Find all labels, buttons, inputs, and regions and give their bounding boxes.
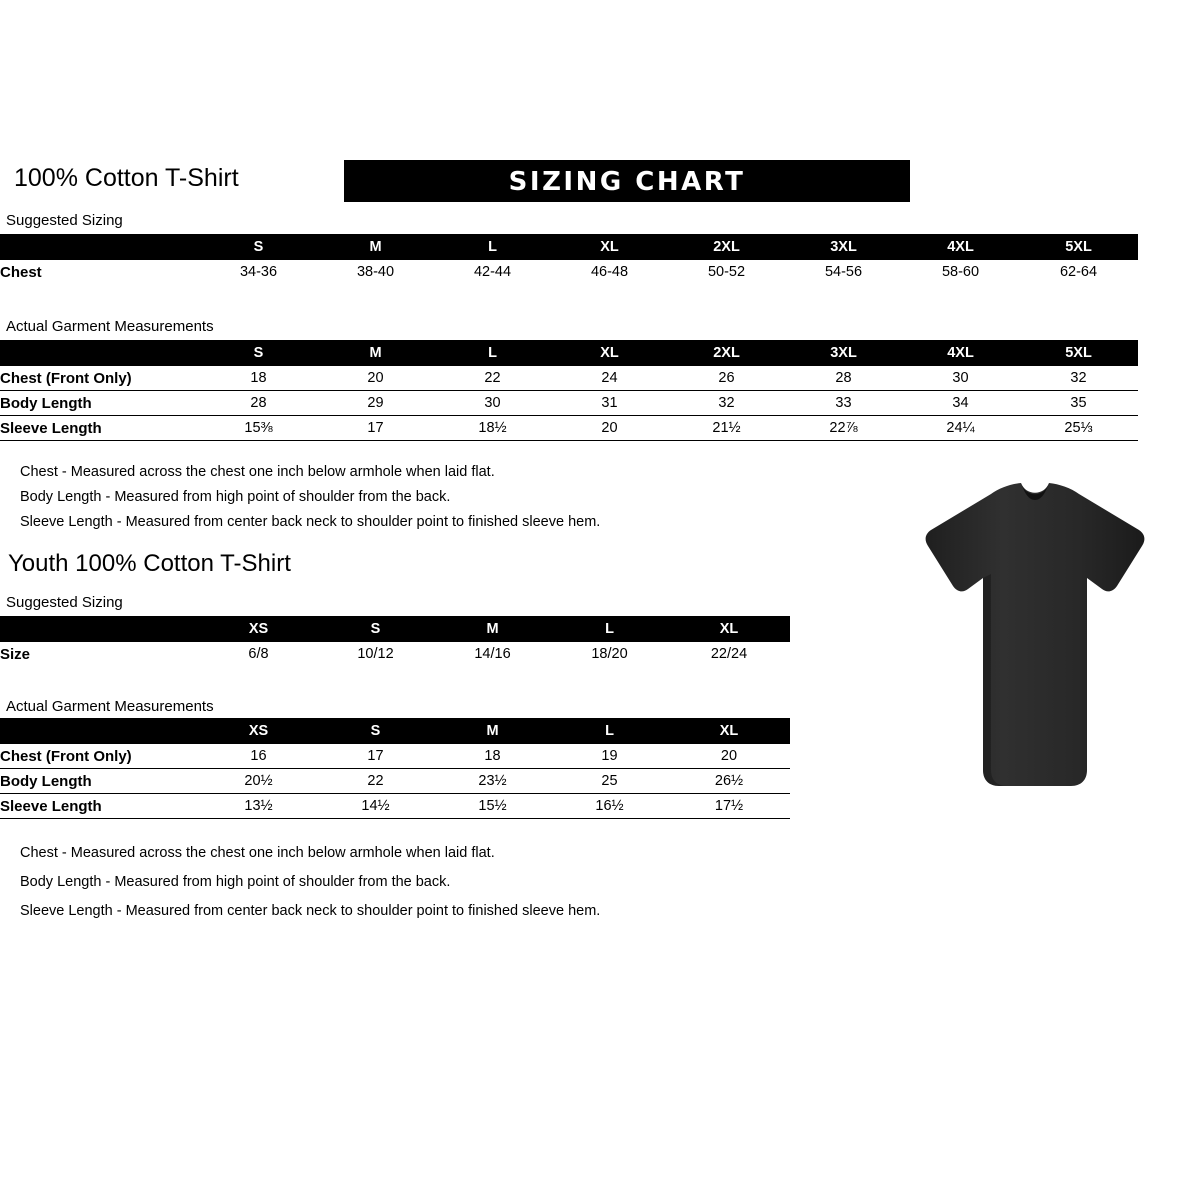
header-cell: 5XL <box>1065 239 1092 255</box>
row-value: 22⅞ <box>785 416 902 441</box>
youth-note-chest: Chest - Measured across the chest one inch below armhole when laid flat. <box>20 845 495 861</box>
row-value: 20 <box>551 416 668 441</box>
row-label: Chest (Front Only) <box>0 366 200 391</box>
row-value: 33 <box>785 391 902 416</box>
row-value: 22 <box>317 769 434 794</box>
row-value: 58-60 <box>941 264 980 280</box>
header-cell: XL <box>600 345 619 361</box>
header-cell: M <box>369 345 382 361</box>
row-value: 29 <box>317 391 434 416</box>
table-header-row <box>0 718 790 744</box>
table-row <box>0 366 1138 391</box>
row-value: 34 <box>902 391 1019 416</box>
row-label: Size <box>0 645 31 663</box>
row-value: 14/16 <box>474 646 511 662</box>
row-value: 18½ <box>434 416 551 441</box>
adult-note-chest: Chest - Measured across the chest one inch below armhole when laid flat. <box>20 464 495 480</box>
header-cell: XL <box>719 723 739 739</box>
row-value: 6/8 <box>248 646 269 662</box>
row-value: 50-52 <box>707 264 746 280</box>
row-value: 32 <box>668 391 785 416</box>
adult-actual-measurements-label: Actual Garment Measurements <box>6 318 214 335</box>
table-row <box>0 416 1138 441</box>
header-cell: M <box>486 723 499 739</box>
row-value: 35 <box>1019 391 1138 416</box>
header-cell: M <box>486 621 499 637</box>
row-value: 20 <box>317 366 434 391</box>
header-cell <box>0 616 200 642</box>
table-row <box>0 642 790 666</box>
adult-note-body-length: Body Length - Measured from high point of shoulder from the back. <box>20 489 451 505</box>
table-header-row <box>0 234 1138 260</box>
header-cell: XL <box>719 621 739 637</box>
youth-actual-measurements-table <box>0 718 790 819</box>
row-label: Body Length <box>0 391 200 416</box>
youth-note-body-length: Body Length - Measured from high point of shoulder from the back. <box>20 874 451 890</box>
header-cell: XS <box>248 621 269 637</box>
row-value: 15½ <box>434 794 551 819</box>
table-row <box>0 391 1138 416</box>
row-value: 20½ <box>200 769 317 794</box>
row-value: 38-40 <box>356 264 395 280</box>
header-cell: 3XL <box>830 345 857 361</box>
header-cell <box>0 340 200 366</box>
header-cell: M <box>369 239 382 255</box>
row-value: 54-56 <box>824 264 863 280</box>
row-value: 21½ <box>668 416 785 441</box>
row-value: 26 <box>668 366 785 391</box>
row-value: 24¼ <box>902 416 1019 441</box>
sizing-chart-banner <box>344 160 910 202</box>
row-label: Sleeve Length <box>0 416 200 441</box>
row-value: 17½ <box>668 794 790 819</box>
page-title: 100% Cotton T-Shirt <box>14 164 239 192</box>
row-value: 22 <box>434 366 551 391</box>
row-value: 14½ <box>317 794 434 819</box>
adult-suggested-sizing-label: Suggested Sizing <box>6 212 123 229</box>
row-value: 24 <box>551 366 668 391</box>
row-label: Sleeve Length <box>0 794 200 819</box>
adult-actual-measurements-table <box>0 340 1138 441</box>
row-value: 10/12 <box>357 646 394 662</box>
header-cell: 2XL <box>713 239 740 255</box>
row-value: 16 <box>200 744 317 769</box>
header-cell: S <box>370 723 381 739</box>
header-cell: XS <box>248 723 269 739</box>
youth-actual-measurements-label: Actual Garment Measurements <box>6 698 214 715</box>
adult-note-sleeve-length: Sleeve Length - Measured from center back neck to shoulder point to finished sleeve hem. <box>20 514 601 530</box>
row-value: 19 <box>551 744 668 769</box>
row-value: 31 <box>551 391 668 416</box>
row-value: 34-36 <box>239 264 278 280</box>
header-cell: S <box>253 345 264 361</box>
table-row <box>0 744 790 769</box>
row-value: 18 <box>200 366 317 391</box>
youth-suggested-sizing-table <box>0 616 790 666</box>
row-value: 26½ <box>668 769 790 794</box>
header-cell: 4XL <box>947 239 974 255</box>
table-row <box>0 260 1138 284</box>
header-cell <box>0 234 200 260</box>
row-value: 23½ <box>434 769 551 794</box>
header-cell: 2XL <box>713 345 740 361</box>
header-cell: L <box>605 723 614 739</box>
row-value: 15⅜ <box>200 416 317 441</box>
header-cell: L <box>605 621 614 637</box>
header-cell: 4XL <box>947 345 974 361</box>
youth-suggested-sizing-label: Suggested Sizing <box>6 594 123 611</box>
row-value: 17 <box>317 416 434 441</box>
row-value: 17 <box>317 744 434 769</box>
table-row <box>0 769 790 794</box>
row-value: 42-44 <box>473 264 512 280</box>
row-value: 18 <box>434 744 551 769</box>
header-cell: L <box>488 345 497 361</box>
row-label: Chest (Front Only) <box>0 744 200 769</box>
row-value: 20 <box>668 744 790 769</box>
row-label: Chest <box>0 263 42 281</box>
row-value: 30 <box>434 391 551 416</box>
adult-suggested-sizing-table <box>0 234 1138 284</box>
row-value: 25⅓ <box>1019 416 1138 441</box>
header-cell: XL <box>600 239 619 255</box>
row-value: 18/20 <box>591 646 628 662</box>
row-value: 28 <box>200 391 317 416</box>
row-value: 32 <box>1019 366 1138 391</box>
header-cell: S <box>253 239 264 255</box>
header-cell: 5XL <box>1065 345 1092 361</box>
header-cell: S <box>370 621 381 637</box>
row-label: Body Length <box>0 769 200 794</box>
row-value: 62-64 <box>1059 264 1098 280</box>
header-cell: 3XL <box>830 239 857 255</box>
youth-section-title: Youth 100% Cotton T-Shirt <box>8 550 291 577</box>
youth-note-sleeve-length: Sleeve Length - Measured from center back neck to shoulder point to finished sleeve hem. <box>20 903 601 919</box>
row-value: 13½ <box>200 794 317 819</box>
t-shirt-illustration <box>895 478 1175 808</box>
table-header-row <box>0 616 790 642</box>
row-value: 16½ <box>551 794 668 819</box>
sizing-chart-banner-label: SIZING CHART <box>508 167 746 197</box>
document-header <box>8 160 1192 204</box>
row-value: 30 <box>902 366 1019 391</box>
row-value: 25 <box>551 769 668 794</box>
row-value: 22/24 <box>710 646 748 662</box>
header-cell: L <box>488 239 497 255</box>
table-row <box>0 794 790 819</box>
table-header-row <box>0 340 1138 366</box>
row-value: 28 <box>785 366 902 391</box>
header-cell <box>0 718 200 744</box>
row-value: 46-48 <box>590 264 629 280</box>
